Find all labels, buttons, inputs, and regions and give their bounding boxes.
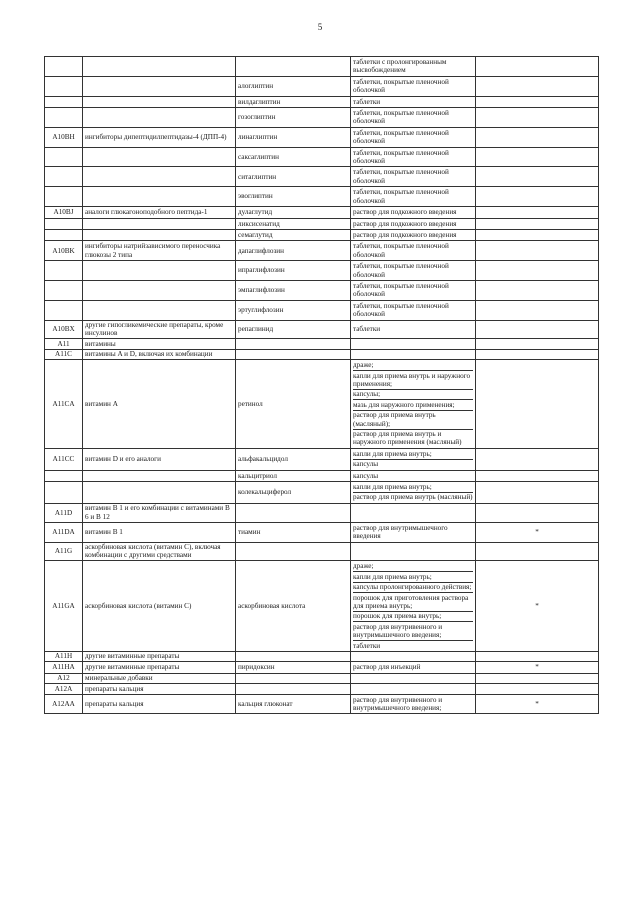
note-mark-cell [476, 320, 599, 339]
anatomical-group-cell [83, 261, 236, 281]
dosage-form-line: таблетки [353, 641, 381, 650]
drug-name-cell [236, 673, 351, 683]
drug-name-cell [236, 684, 351, 694]
note-mark-cell: * [476, 694, 599, 714]
dosage-form-line: капсулы [353, 460, 379, 469]
drug-name-cell: репаглинид [236, 320, 351, 339]
drug-name-cell: саксаглиптин [236, 147, 351, 167]
dosage-form-line: капли для приема внутрь; [353, 572, 473, 582]
dosage-forms-cell [351, 470, 476, 481]
atc-code-cell [45, 57, 83, 77]
table-row [45, 76, 599, 96]
atc-code-cell: A11HA [45, 662, 83, 673]
dosage-form-line [353, 688, 473, 689]
anatomical-group-cell: препараты кальция [83, 694, 236, 714]
dosage-form-line: таблетки, покрытые пленочной оболочкой [353, 301, 449, 319]
dosage-forms-cell [351, 108, 476, 128]
note-mark-cell: * [476, 522, 599, 542]
atc-code-cell: A12A [45, 684, 83, 694]
anatomical-group-cell [83, 470, 236, 481]
dosage-forms-cell [351, 651, 476, 661]
note-mark-cell [476, 684, 599, 694]
dosage-form-line: капли для приема внутрь; [353, 483, 473, 493]
note-mark-cell [476, 76, 599, 96]
atc-code-cell: A10BJ [45, 207, 83, 218]
dosage-form-line: порошок для приема внутрь; [353, 612, 473, 622]
dosage-forms-cell [351, 280, 476, 300]
drug-name-cell: алоглиптин [236, 76, 351, 96]
dosage-forms-cell [351, 320, 476, 339]
dosage-forms-cell [351, 694, 476, 714]
dosage-form-line: таблетки, покрытые пленочной оболочкой [353, 168, 449, 185]
dosage-form-line [353, 512, 473, 513]
dosage-forms-cell [351, 187, 476, 207]
dosage-form-line: таблетки, покрытые пленочной оболочкой [353, 128, 449, 146]
anatomical-group-cell [83, 147, 236, 167]
note-mark-cell: * [476, 662, 599, 673]
dosage-form-line: порошок для приготовления раствора для приема внутрь; [353, 593, 473, 612]
dosage-form-line: драже; [353, 562, 473, 572]
atc-code-cell: A11CA [45, 360, 83, 449]
drug-name-cell [236, 57, 351, 77]
table-row [45, 320, 599, 339]
drug-name-cell [236, 503, 351, 522]
table-row [45, 651, 599, 661]
table-row [45, 482, 599, 504]
dosage-forms-cell [351, 241, 476, 261]
anatomical-group-cell: другие витаминные препараты [83, 662, 236, 673]
dosage-forms-cell [351, 684, 476, 694]
dosage-form-line: таблетки, покрытые пленочной оболочкой [353, 262, 449, 279]
table-row [45, 241, 599, 261]
drug-name-cell: аскорбиновая кислота [236, 561, 351, 652]
atc-code-cell: A12AA [45, 694, 83, 714]
table-row [45, 349, 599, 359]
dosage-form-line [353, 656, 473, 657]
dosage-forms-cell [351, 218, 476, 229]
anatomical-group-cell: ингибиторы дипептидилпептидазы-4 (ДПП-4) [83, 127, 236, 147]
anatomical-group-cell: аналоги глюкагоноподобного пептида-1 [83, 207, 236, 218]
anatomical-group-cell [83, 229, 236, 240]
table-row [45, 167, 599, 187]
dosage-form-line: капли для приема внутрь; [353, 449, 473, 459]
dosage-forms-cell [351, 76, 476, 96]
dosage-form-line: раствор для подкожного введения [353, 230, 457, 239]
drug-name-cell: ликсисенатид [236, 218, 351, 229]
atc-code-cell [45, 300, 83, 320]
atc-code-cell: A11GA [45, 561, 83, 652]
anatomical-group-cell [83, 218, 236, 229]
page-number: 5 [317, 22, 323, 32]
note-mark-cell [476, 673, 599, 683]
note-mark-cell [476, 218, 599, 229]
note-mark-cell [476, 503, 599, 522]
dosage-form-line [353, 354, 473, 355]
anatomical-group-cell [83, 108, 236, 128]
atc-code-cell: A11CC [45, 448, 83, 470]
drug-name-cell: кальция глюконат [236, 694, 351, 714]
dosage-forms-cell [351, 349, 476, 359]
note-mark-cell [476, 229, 599, 240]
note-mark-cell [476, 261, 599, 281]
dosage-forms-cell [351, 542, 476, 561]
note-mark-cell [476, 339, 599, 349]
anatomical-group-cell [83, 482, 236, 504]
dosage-forms-cell [351, 207, 476, 218]
note-mark-cell [476, 470, 599, 481]
dosage-forms-cell [351, 448, 476, 470]
dosage-forms-cell [351, 57, 476, 77]
dosage-form-line: таблетки [353, 325, 381, 334]
note-mark-cell [476, 448, 599, 470]
note-mark-cell [476, 167, 599, 187]
drug-name-cell: альфакальцидол [236, 448, 351, 470]
anatomical-group-cell: витамины [83, 339, 236, 349]
anatomical-group-cell: витамин B 1 [83, 522, 236, 542]
atc-code-cell [45, 187, 83, 207]
dosage-form-line: раствор для внутримышечного введения [353, 523, 448, 541]
table-row [45, 542, 599, 561]
anatomical-group-cell: другие витаминные препараты [83, 651, 236, 661]
dosage-form-line: таблетки [353, 97, 381, 106]
atc-code-cell: A11D [45, 503, 83, 522]
dosage-forms-cell [351, 261, 476, 281]
dosage-form-line: раствор для приема внутрь (масляный) [353, 493, 473, 502]
anatomical-group-cell: аскорбиновая кислота (витамин C), включая комбинации с другими средствами [83, 542, 236, 561]
table-row [45, 339, 599, 349]
table-row [45, 673, 599, 683]
atc-code-cell: A11G [45, 542, 83, 561]
drug-name-cell: колекальциферол [236, 482, 351, 504]
table-row [45, 448, 599, 470]
atc-code-cell: A11H [45, 651, 83, 661]
anatomical-group-cell [83, 300, 236, 320]
dosage-form-line: таблетки, покрытые пленочной оболочкой [353, 148, 449, 166]
drug-list-body [45, 57, 599, 714]
note-mark-cell [476, 542, 599, 561]
drug-name-cell: эртуглифлозин [236, 300, 351, 320]
drug-name-cell: пиридоксин [236, 662, 351, 673]
dosage-form-line: капсулы пролонгированного действия; [353, 583, 472, 592]
dosage-form-line [353, 678, 473, 679]
dosage-form-line: капли для приема внутрь и наружного применения; [353, 371, 473, 390]
atc-code-cell: A11 [45, 339, 83, 349]
anatomical-group-cell: другие гипогликемические препараты, кроме инсулинов [83, 320, 236, 339]
atc-code-cell [45, 261, 83, 281]
dosage-form-line: раствор для внутривенного и внутримышечного введения; [353, 622, 473, 641]
anatomical-group-cell [83, 167, 236, 187]
dosage-form-line: таблетки, покрытые пленочной оболочкой [353, 109, 449, 126]
dosage-form-line: капсулы [353, 471, 379, 480]
table-row [45, 662, 599, 673]
atc-code-cell [45, 76, 83, 96]
dosage-forms-cell [351, 662, 476, 673]
dosage-form-line: таблетки, покрытые пленочной оболочкой [353, 188, 449, 205]
drug-name-cell [236, 349, 351, 359]
note-mark-cell [476, 241, 599, 261]
drug-name-cell [236, 339, 351, 349]
table-row [45, 207, 599, 218]
note-mark-cell [476, 96, 599, 107]
table-row [45, 300, 599, 320]
note-mark-cell [476, 349, 599, 359]
drug-name-cell: линаглиптин [236, 127, 351, 147]
note-mark-cell [476, 57, 599, 77]
table-row [45, 147, 599, 167]
anatomical-group-cell: витамин A [83, 360, 236, 449]
dosage-form-line: таблетки, покрытые пленочной оболочкой [353, 281, 449, 299]
drug-name-cell: кальцитриол [236, 470, 351, 481]
atc-code-cell: A10BH [45, 127, 83, 147]
note-mark-cell [476, 207, 599, 218]
table-row [45, 127, 599, 147]
dosage-forms-cell [351, 96, 476, 107]
dosage-forms-cell [351, 503, 476, 522]
note-mark-cell [476, 300, 599, 320]
drug-name-cell: эвоглиптин [236, 187, 351, 207]
atc-code-cell [45, 280, 83, 300]
anatomical-group-cell [83, 187, 236, 207]
dosage-form-line: таблетки, покрытые пленочной оболочкой [353, 242, 449, 259]
dosage-form-line: драже; [353, 361, 473, 371]
anatomical-group-cell: препараты кальция [83, 684, 236, 694]
dosage-form-line: таблетки с пролонгированным высвобождением [353, 58, 447, 75]
dosage-forms-cell [351, 167, 476, 187]
dosage-form-line: раствор для приема внутрь (масляный); [353, 411, 473, 430]
table-row [45, 694, 599, 714]
atc-code-cell: A12 [45, 673, 83, 683]
dosage-forms-cell [351, 561, 476, 652]
note-mark-cell [476, 187, 599, 207]
note-mark-cell: * [476, 561, 599, 652]
drug-name-cell: вилдаглиптин [236, 96, 351, 107]
atc-code-cell: A11DA [45, 522, 83, 542]
drug-name-cell [236, 542, 351, 561]
table-row [45, 261, 599, 281]
dosage-form-line: таблетки, покрытые пленочной оболочкой [353, 77, 449, 95]
dosage-form-line: капсулы; [353, 390, 473, 400]
atc-code-cell: A11C [45, 349, 83, 359]
atc-code-cell [45, 167, 83, 187]
drug-name-cell: ипраглифлозин [236, 261, 351, 281]
dosage-forms-cell [351, 482, 476, 504]
anatomical-group-cell: витамин D и его аналоги [83, 448, 236, 470]
note-mark-cell [476, 147, 599, 167]
atc-code-cell: A10BK [45, 241, 83, 261]
note-mark-cell [476, 280, 599, 300]
note-mark-cell [476, 651, 599, 661]
drug-name-cell: ретинол [236, 360, 351, 449]
table-row [45, 522, 599, 542]
note-mark-cell [476, 127, 599, 147]
dosage-forms-cell [351, 673, 476, 683]
note-mark-cell [476, 360, 599, 449]
drug-name-cell: дулаглутид [236, 207, 351, 218]
dosage-form-line: раствор для инъекций [353, 663, 421, 672]
table-row [45, 561, 599, 652]
dosage-form-line [353, 344, 473, 345]
atc-code-cell [45, 147, 83, 167]
anatomical-group-cell: ингибиторы натрийзависимого переносчика глюкозы 2 типа [83, 241, 236, 261]
table-row [45, 503, 599, 522]
drug-name-cell: эмпаглифлозин [236, 280, 351, 300]
table-row [45, 280, 599, 300]
table-row [45, 470, 599, 481]
anatomical-group-cell [83, 76, 236, 96]
anatomical-group-cell: витамин B 1 и его комбинации с витаминами B 6 и B 12 [83, 503, 236, 522]
dosage-forms-cell [351, 522, 476, 542]
table-row [45, 218, 599, 229]
drug-name-cell: тиамин [236, 522, 351, 542]
anatomical-group-cell: минеральные добавки [83, 673, 236, 683]
anatomical-group-cell [83, 96, 236, 107]
dosage-forms-cell [351, 360, 476, 449]
dosage-form-line: раствор для подкожного введения [353, 208, 457, 217]
dosage-forms-cell [351, 300, 476, 320]
dosage-forms-cell [351, 339, 476, 349]
table-row [45, 684, 599, 694]
anatomical-group-cell: аскорбиновая кислота (витамин C) [83, 561, 236, 652]
table-row [45, 96, 599, 107]
dosage-forms-cell [351, 147, 476, 167]
dosage-form-line: мазь для наружного применения; [353, 400, 473, 410]
drug-list-table [44, 56, 599, 714]
atc-code-cell: A10BX [45, 320, 83, 339]
atc-code-cell [45, 482, 83, 504]
drug-name-cell: дапаглифлозин [236, 241, 351, 261]
table-row [45, 57, 599, 77]
note-mark-cell [476, 482, 599, 504]
table-row [45, 360, 599, 449]
drug-name-cell: семаглутид [236, 229, 351, 240]
dosage-forms-cell [351, 127, 476, 147]
dosage-form-line: раствор для приема внутрь и наружного применения (масляный) [353, 430, 462, 447]
anatomical-group-cell: витамины A и D, включая их комбинации [83, 349, 236, 359]
drug-name-cell: ситаглиптин [236, 167, 351, 187]
atc-code-cell [45, 470, 83, 481]
table-row [45, 229, 599, 240]
table-row [45, 108, 599, 128]
anatomical-group-cell [83, 57, 236, 77]
atc-code-cell [45, 96, 83, 107]
table-row [45, 187, 599, 207]
anatomical-group-cell [83, 280, 236, 300]
drug-name-cell [236, 651, 351, 661]
dosage-form-line: раствор для внутривенного и внутримышечного введения; [353, 695, 443, 712]
dosage-forms-cell [351, 229, 476, 240]
dosage-form-line [353, 551, 473, 552]
dosage-form-line: раствор для подкожного введения [353, 219, 457, 228]
drug-name-cell: гозоглиптин [236, 108, 351, 128]
atc-code-cell [45, 229, 83, 240]
atc-code-cell [45, 218, 83, 229]
atc-code-cell [45, 108, 83, 128]
note-mark-cell [476, 108, 599, 128]
